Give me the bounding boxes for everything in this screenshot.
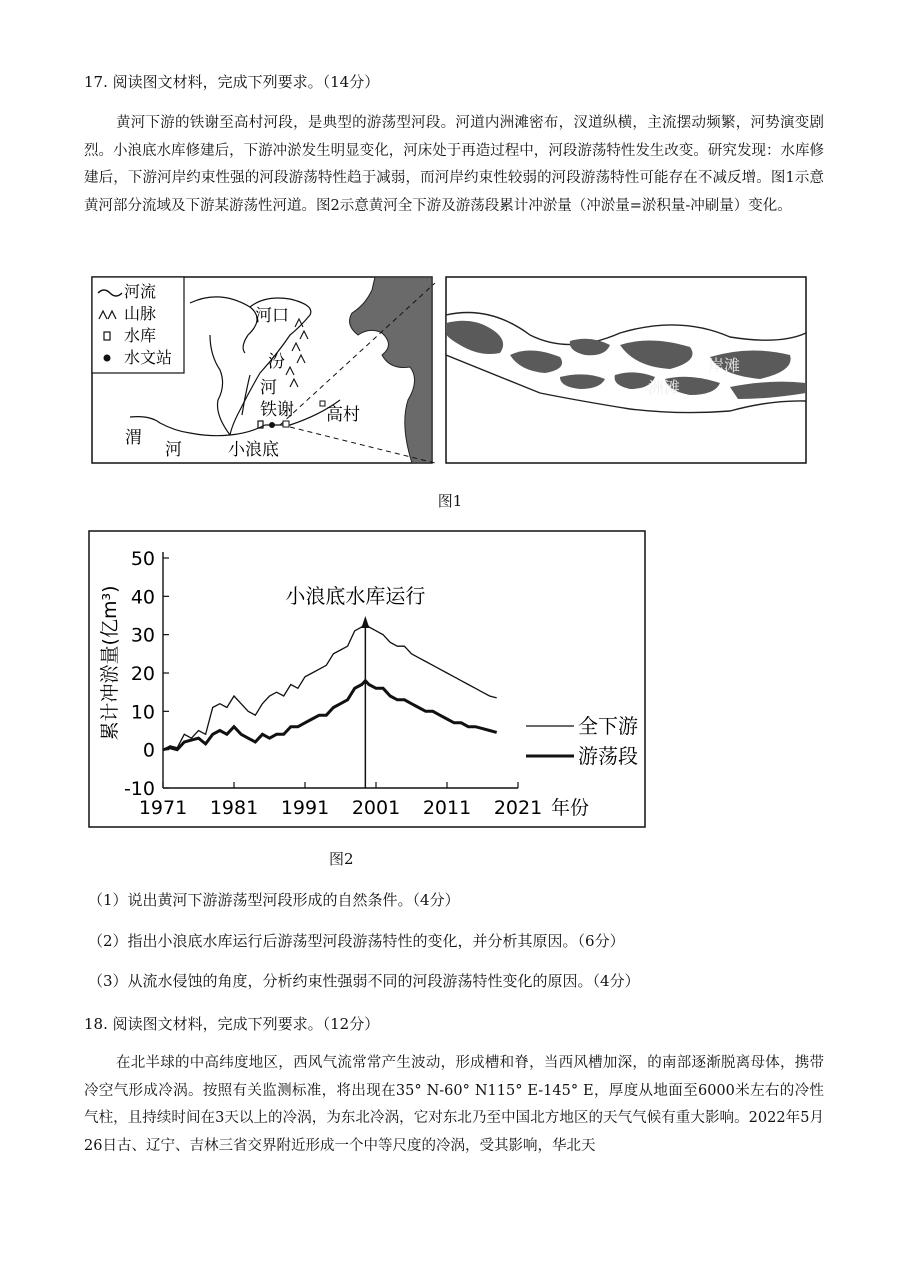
label-wei: 渭 <box>125 428 142 448</box>
legend-river: 河流 <box>124 282 157 301</box>
label-fen: 汾 <box>268 352 285 372</box>
label-tiexie: 铁谢 <box>260 400 294 420</box>
figure-1-map <box>90 275 810 470</box>
station-marker-tiexie <box>269 422 275 428</box>
q18-paragraph: 在北半球的中高纬度地区，西风气流常常产生波动，形成槽和脊，当西风槽加深，的南部逐渐脱离母体，携带冷空气形成冷涡。按照有关监测标准，将出现在35° N-60° N115° E-145° E，厚度从地面至6000米左右的冷性气柱，且持续时间在3天以上的冷涡，为东北冷涡，它对东北乃至中国北方地区的天气气候有重大影响。2022年5月26日古、辽宁、吉林三省交界附近形成一个中等尺度的冷涡，受其影响，华北天 <box>84 1055 824 1154</box>
q18-title: 18. 阅读图文材料，完成下列要求。（12分） <box>84 1015 380 1033</box>
legend-label-2: 游荡段 <box>578 744 638 768</box>
y-tick-label: 20 <box>130 663 155 685</box>
label-anbian: 岸滩 <box>708 356 741 375</box>
x-tick-label: 2011 <box>422 797 472 819</box>
station-marker-gaocun <box>320 401 325 406</box>
label-hekou: 河口 <box>255 306 289 326</box>
y-tick-label: 0 <box>142 739 155 762</box>
label-xiaolangdi: 小浪底 <box>228 440 279 460</box>
x-tick-label: 1971 <box>138 797 188 819</box>
annotation-label: 小浪底水库运行 <box>285 584 426 608</box>
x-tick-label: 2021 <box>493 797 543 819</box>
label-weihe: 河 <box>165 440 182 460</box>
label-zhoutan: 洲滩 <box>648 378 681 397</box>
y-tick-label: -10 <box>123 778 155 800</box>
question-2: （2）指出小浪底水库运行后游荡型河段游荡特性的变化，并分析其原因。（6分） <box>88 932 625 950</box>
station-legend-icon <box>104 355 111 362</box>
figure-1-caption: 图1 <box>437 492 463 510</box>
question-1: （1）说出黄河下游游荡型河段形成的自然条件。（4分） <box>88 891 460 909</box>
question-3: （3）从流水侵蚀的角度，分析约束性强弱不同的河段游荡特性变化的原因。（4分） <box>88 972 640 990</box>
label-he: 河 <box>260 378 277 398</box>
x-axis-label: 年份 <box>550 797 590 819</box>
figure-2-chart <box>88 530 648 830</box>
y-tick-label: 10 <box>130 701 155 724</box>
legend-reservoir: 水库 <box>124 326 157 345</box>
y-axis-label: 累计冲淤量(亿m³) <box>99 585 121 741</box>
q17-title: 17. 阅读图文材料，完成下列要求。（14分） <box>84 73 380 91</box>
legend-station: 水文站 <box>124 348 173 367</box>
x-tick-label: 2001 <box>351 797 401 819</box>
x-tick-label: 1981 <box>209 797 259 819</box>
label-gaocun: 高村 <box>326 405 360 425</box>
station-marker-box <box>283 421 289 427</box>
legend-mountain: 山脉 <box>124 304 157 323</box>
y-tick-label: 50 <box>130 548 155 570</box>
y-tick-label: 40 <box>130 586 155 609</box>
q17-paragraph: 黄河下游的铁谢至高村河段，是典型的游荡型河段。河道内洲滩密布，汊道纵横，主流摆动频繁，河势演变剧烈。小浪底水库修建后，下游冲淤发生明显变化，河床处于再造过程中，河段游荡特性发生改变。研究发现：水库修建后，下游河岸约束性强的河段游荡特性趋于减弱，而河岸约束性较弱的河段游荡特性可能存在不减反增。图1示意黄河部分流域及下游某游荡性河道。图2示意黄河全下游及游荡段累计冲淤量（冲淤量=淤积量-冲刷量）变化。 <box>84 115 824 214</box>
y-tick-label: 30 <box>130 624 155 647</box>
legend-label-1: 全下游 <box>578 714 638 738</box>
x-tick-label: 1991 <box>280 797 330 819</box>
figure-2-caption: 图2 <box>329 850 354 868</box>
